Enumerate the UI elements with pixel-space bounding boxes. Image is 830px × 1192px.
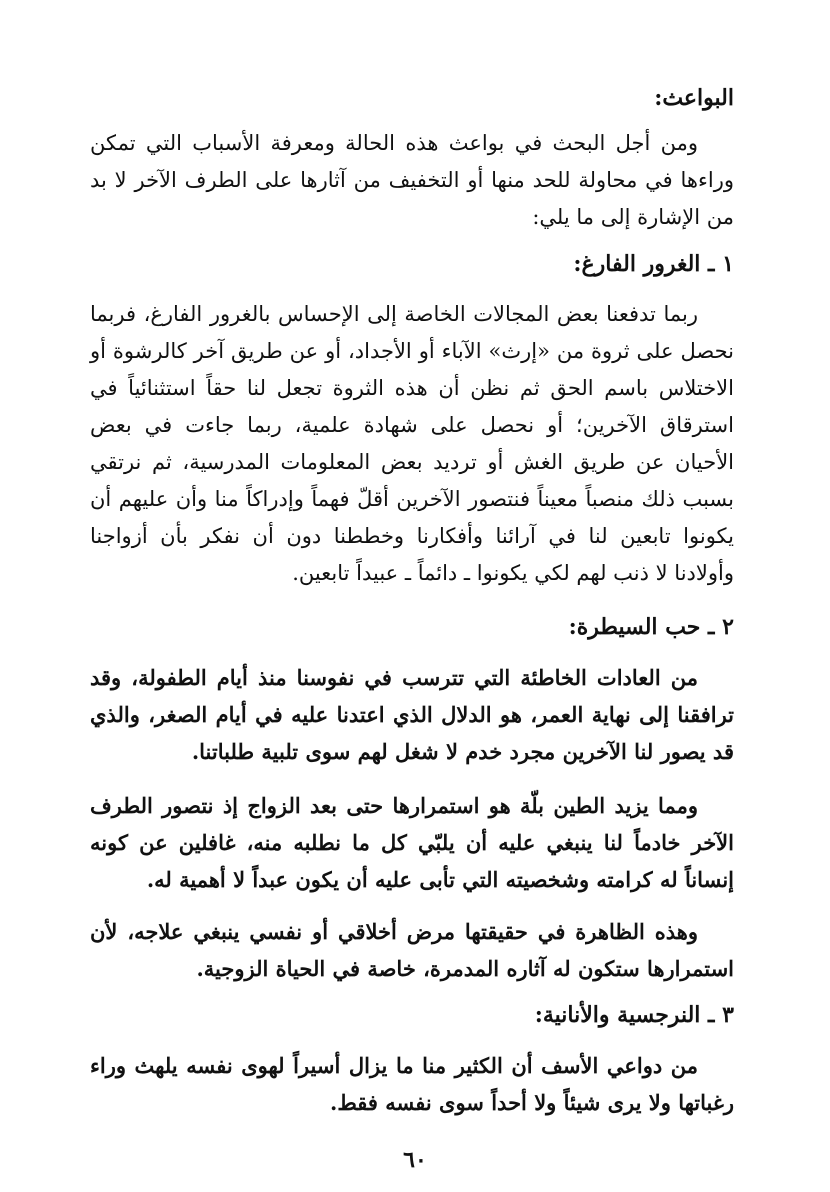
heading-narcissism: ٣ ـ النرجسية والأنانية: bbox=[534, 1002, 734, 1028]
paragraph-narcissism: من دواعي الأسف أن الكثير منا ما يزال أسيراً لهوى نفسه يلهث وراء رغباتها ولا يرى شيئاً ولا أحداً سوى نفسه فقط. bbox=[90, 1053, 734, 1115]
paragraph-control-2: ومما يزيد الطين بلّة هو استمرارها حتى بعد الزواج إذ نتصور الطرف الآخر خادماً لنا ينبغي عليه أن يلبّي كل ما نطلبه منه، غافلين عن كونه إنساناً له كرامته وشخصيته التي تأبى عليه أن يكون عبداً لا أهمية له. bbox=[90, 793, 734, 892]
intro-paragraph: ومن أجل البحث في بواعث هذه الحالة ومعرفة الأسباب التي تمكن وراءها في محاولة للحد منها أو التخفيف من آثارها على الطرف الآخر لا بد من الإشارة إلى ما يلي: bbox=[90, 131, 734, 229]
paragraph-control-1: من العادات الخاطئة التي تترسب في نفوسنا منذ أيام الطفولة، وقد ترافقنا إلى نهاية العمر، هو الدلال الذي اعتدنا عليه في أيام الصغر، والذي قد يصور لنا الآخرين مجرد خدم لا شغل لهم سوى تلبية طلباتنا. bbox=[90, 665, 734, 764]
heading-empty-vanity: ١ ـ الغرور الفارغ: bbox=[573, 251, 734, 277]
page-number: ٦٠ bbox=[403, 1147, 427, 1173]
paragraph-control-3: وهذه الظاهرة في حقيقتها مرض أخلاقي أو نفسي ينبغي علاجه، لأن استمرارها ستكون له آثاره المدمرة، خاصة في الحياة الزوجية. bbox=[90, 919, 734, 981]
heading-love-of-control: ٢ ـ حب السيطرة: bbox=[568, 614, 734, 640]
paragraph-empty-vanity: ربما تدفعنا بعض المجالات الخاصة إلى الإحساس بالغرور الفارغ، فربما نحصل على ثروة من «إرث» الآباء أو الأجداد، أو عن طريق آخر كالرشوة أو الاختلاس باسم الحق ثم نظن أن هذه الثروة تجعل لنا حقاً استثنائياً في استرقاق الآخرين؛ أو نحصل على شهادة علمية، ربما جاءت في بعض الأحيان عن طريق الغش أو ترديد بعض المعلومات المدرسية، ثم نرتقي بسبب ذلك منصباً معيناً فنتصور الآخرين أقلّ فهماً وإدراكاً منا وأن عليهم أن يكونوا تابعين لنا في آرائنا وأفكارنا وخططنا دون أن نفكر بأن أزواجنا وأولادنا لا ذنب لهم لكي يكونوا ـ دائماً ـ عبيداً تابعين. bbox=[90, 302, 734, 585]
section-heading-motives: البواعث: bbox=[654, 85, 734, 111]
